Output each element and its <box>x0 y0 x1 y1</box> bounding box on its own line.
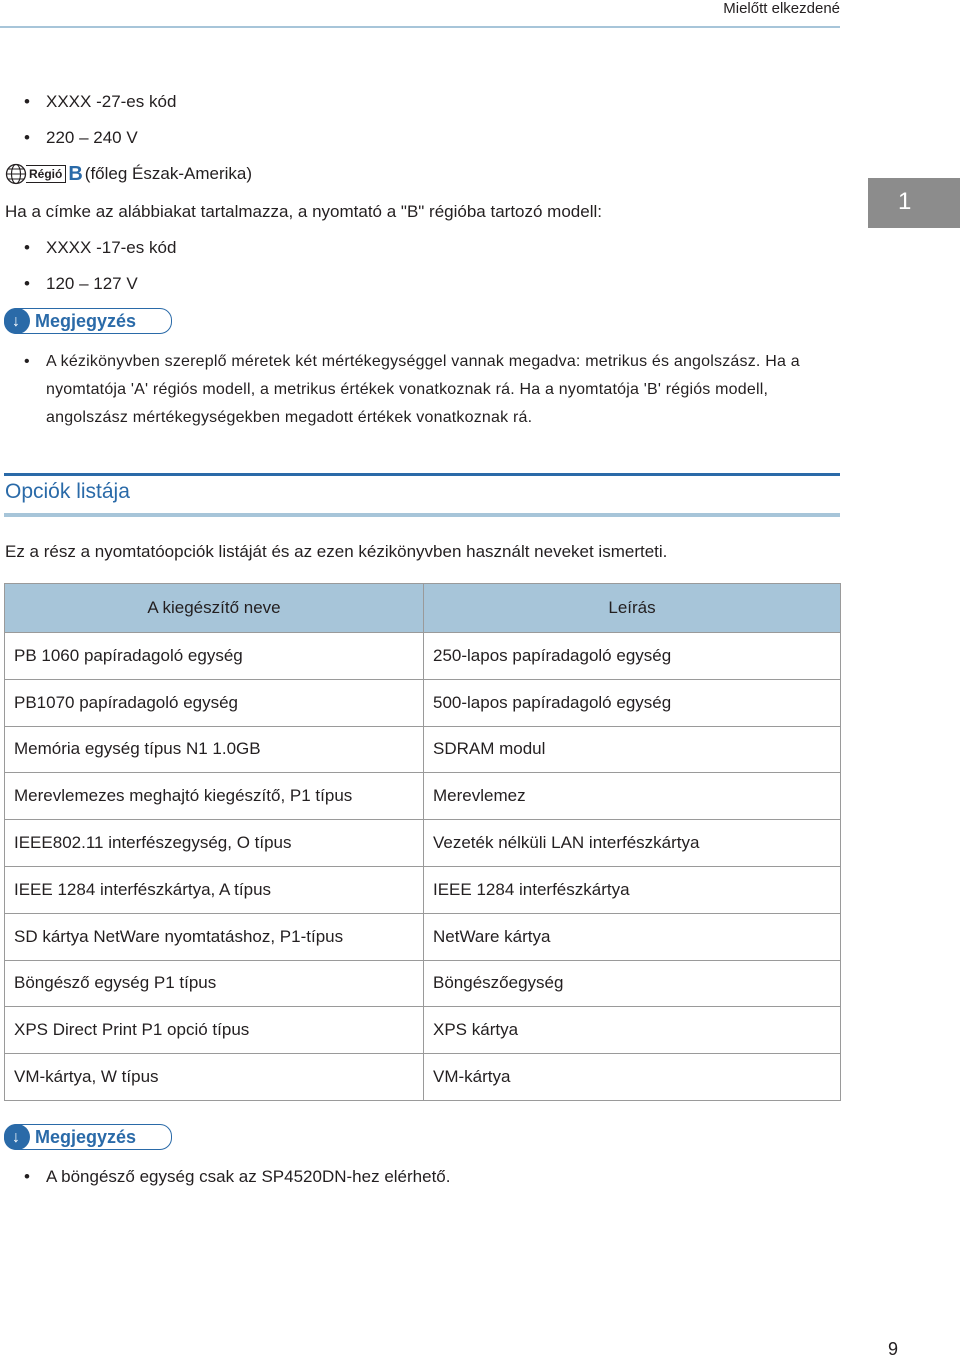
table-row <box>5 820 841 867</box>
region-b-marker <box>5 162 252 186</box>
page-number: 9 <box>887 1339 898 1359</box>
bullet-icon: • <box>24 1167 30 1186</box>
region-b-intro: Ha a címke az alábbiakat tartalmazza, a nyomtató a "B" régióba tartozó modell: <box>5 202 602 221</box>
bullet-icon: • <box>24 353 30 370</box>
table-row <box>5 1054 841 1101</box>
column-header-name: A kiegészítő neve <box>5 584 424 633</box>
bullet-icon: • <box>24 238 30 257</box>
region-label: Régió <box>26 165 66 183</box>
option-name: PB 1060 papíradagoló egység <box>5 633 424 680</box>
table-row <box>5 773 841 820</box>
note-heading: ↓ Megjegyzés <box>4 1124 172 1150</box>
option-description: SDRAM modul <box>424 726 841 773</box>
option-description: Merevlemez <box>424 773 841 820</box>
note-heading: ↓ Megjegyzés <box>4 308 172 334</box>
option-description: VM-kártya <box>424 1054 841 1101</box>
chapter-number: 1 <box>898 188 912 215</box>
note-text: A böngésző egység csak az SP4520DN-hez elérhető. <box>46 1167 451 1186</box>
globe-icon <box>5 163 27 185</box>
region-letter: B <box>68 162 83 185</box>
option-description: Vezeték nélküli LAN interfészkártya <box>424 820 841 867</box>
section-rule-top <box>4 473 840 476</box>
option-description: XPS kártya <box>424 1007 841 1054</box>
option-name: IEEE802.11 interfészegység, O típus <box>5 820 424 867</box>
list-item-text: XXXX -17-es kód <box>46 238 177 257</box>
list-item-text: 220 – 240 V <box>46 128 138 147</box>
note-label: Megjegyzés <box>35 1127 137 1147</box>
option-name: Memória egység típus N1 1.0GB <box>5 726 424 773</box>
bullet-icon: • <box>24 128 30 147</box>
running-header: Mielőtt elkezdené <box>723 0 840 17</box>
section-title: Opciók listája <box>5 480 130 503</box>
option-description: 250-lapos papíradagoló egység <box>424 633 841 680</box>
table-row <box>5 633 841 680</box>
table-row <box>5 866 841 913</box>
option-name: Merevlemezes meghajtó kiegészítő, P1 típus <box>5 773 424 820</box>
chapter-tab <box>868 178 960 228</box>
option-description: NetWare kártya <box>424 913 841 960</box>
option-name: SD kártya NetWare nyomtatáshoz, P1-típus <box>5 913 424 960</box>
option-name: VM-kártya, W típus <box>5 1054 424 1101</box>
list-item-text: XXXX -27-es kód <box>46 92 177 111</box>
region-description: (főleg Észak-Amerika) <box>84 164 253 183</box>
note-text: A kézikönyvben szereplő méretek két mértékegységgel vannak megadva: metrikus és angolszász. Ha a nyomtatója 'A' régiós modell, a metrikus értékek vonatkoznak rá. Ha a nyomtatója 'B' régiós modell, angolszász mértékegységekben megadott értékek vonatkoznak rá. <box>46 353 800 426</box>
table-row <box>5 1007 841 1054</box>
list-item-text: 120 – 127 V <box>46 274 138 293</box>
option-description: Böngészőegység <box>424 960 841 1007</box>
section-intro: Ez a rész a nyomtatóopciók listáját és az ezen kézikönyvben használt neveket ismerteti. <box>5 542 668 561</box>
column-header-description: Leírás <box>424 584 841 633</box>
bullet-icon: • <box>24 274 30 293</box>
table-row <box>5 960 841 1007</box>
option-name: PB1070 papíradagoló egység <box>5 679 424 726</box>
option-description: IEEE 1284 interfészkártya <box>424 866 841 913</box>
option-name: XPS Direct Print P1 opció típus <box>5 1007 424 1054</box>
options-table <box>4 583 841 1101</box>
bullet-icon: • <box>24 92 30 111</box>
table-row <box>5 726 841 773</box>
header-rule <box>0 26 840 28</box>
note-label: Megjegyzés <box>35 311 137 331</box>
table-row <box>5 913 841 960</box>
option-name: IEEE 1284 interfészkártya, A típus <box>5 866 424 913</box>
table-header-row <box>5 584 841 633</box>
option-name: Böngésző egység P1 típus <box>5 960 424 1007</box>
table-row <box>5 679 841 726</box>
section-rule-bottom <box>4 513 840 517</box>
option-description: 500-lapos papíradagoló egység <box>424 679 841 726</box>
